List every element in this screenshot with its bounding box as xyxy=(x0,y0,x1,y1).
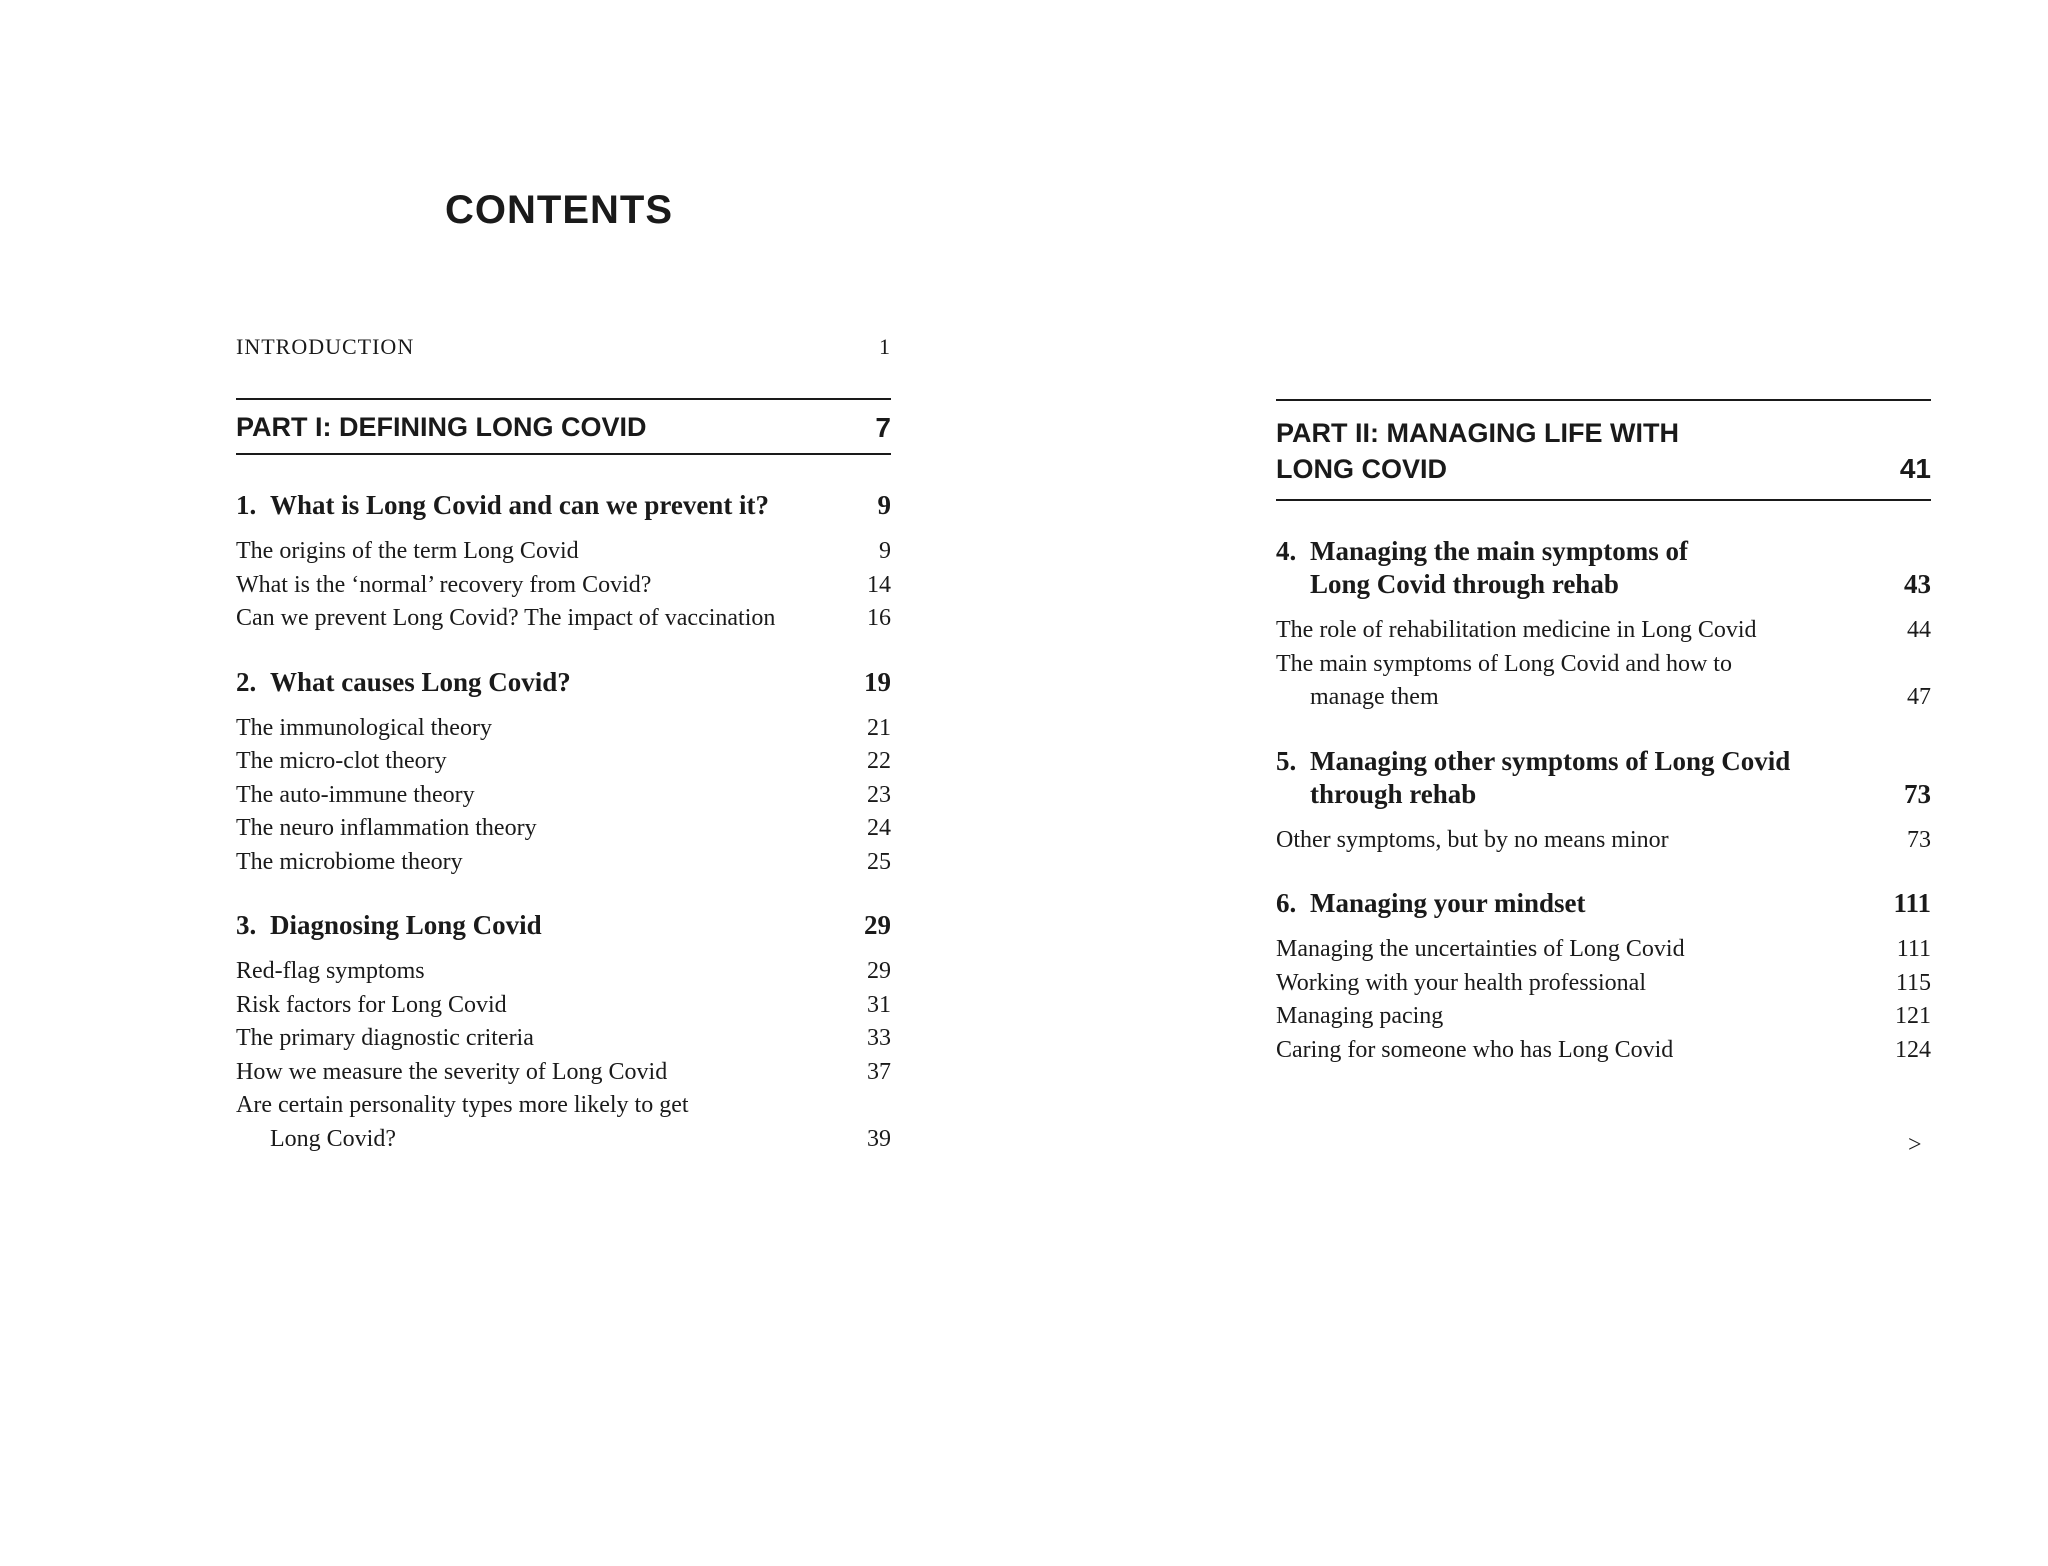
chapter-page: 9 xyxy=(877,490,891,520)
chapter-1-entries xyxy=(236,535,891,636)
toc-entry[interactable] xyxy=(236,712,891,746)
entry-page: 121 xyxy=(1895,1003,1931,1029)
toc-entry[interactable] xyxy=(1276,1034,1931,1068)
entry-page: 47 xyxy=(1907,684,1931,710)
introduction-label: INTRODUCTION xyxy=(236,334,415,359)
part2-heading[interactable] xyxy=(1276,399,1931,501)
toc-entry[interactable] xyxy=(1276,824,1931,858)
chapter-6-entries xyxy=(1276,933,1931,1067)
part1-heading[interactable] xyxy=(236,398,891,455)
toc-entry[interactable] xyxy=(1276,967,1931,1001)
toc-entry[interactable] xyxy=(236,602,891,636)
entry-title: The neuro inflammation theory xyxy=(236,815,537,841)
entry-title: Risk factors for Long Covid xyxy=(236,991,507,1018)
chapter-1-heading[interactable] xyxy=(236,489,891,522)
toc-entry[interactable] xyxy=(236,1056,891,1090)
entry-title: The microbiome theory xyxy=(236,848,463,875)
chapter-title: What is Long Covid and can we prevent it? xyxy=(270,490,770,520)
chapter-title-line1: Managing the main symptoms of xyxy=(1310,536,1689,566)
entry-title: Managing the uncertainties of Long Covid xyxy=(1276,936,1685,962)
chapter-4-heading[interactable] xyxy=(1276,535,1931,601)
entry-title: Managing pacing xyxy=(1276,1003,1444,1029)
entry-title: Working with your health professional xyxy=(1276,969,1646,996)
entry-title: The role of rehabilitation medicine in Long Covid xyxy=(1276,617,1757,643)
toc-introduction[interactable] xyxy=(236,334,891,360)
entry-title: Caring for someone who has Long Covid xyxy=(1276,1036,1674,1063)
chapter-5-entries xyxy=(1276,824,1931,858)
next-page-arrow-icon[interactable]: > xyxy=(1908,1132,1922,1158)
chapter-title: Diagnosing Long Covid xyxy=(270,910,542,940)
chapter-2-heading[interactable] xyxy=(236,666,891,699)
entry-title: Other symptoms, but by no means minor xyxy=(1276,826,1669,853)
entry-page: 111 xyxy=(1896,936,1931,962)
entry-title: Can we prevent Long Covid? The impact of vaccination xyxy=(236,605,776,631)
part2-column xyxy=(1276,399,1931,1067)
chapter-page: 73 xyxy=(1904,778,1931,809)
toc-entry[interactable] xyxy=(236,569,891,603)
toc-entry[interactable] xyxy=(236,812,891,846)
page-title: CONTENTS xyxy=(445,188,673,232)
introduction-page: 1 xyxy=(879,334,891,359)
part1-column xyxy=(236,398,891,1156)
entry-page: 25 xyxy=(867,848,891,875)
toc-entry[interactable] xyxy=(1276,933,1931,967)
entry-page: 39 xyxy=(867,1125,891,1152)
toc-entry[interactable] xyxy=(236,846,891,880)
chapter-title-line2: through rehab xyxy=(1310,778,1477,809)
entry-title: The auto-immune theory xyxy=(236,781,475,808)
entry-title-line1: The main symptoms of Long Covid and how to xyxy=(1276,650,1732,677)
part2-title-line1: PART II: MANAGING LIFE WITH xyxy=(1276,418,1679,448)
part1-page: 7 xyxy=(875,412,891,443)
chapter-number: 6. xyxy=(1276,888,1297,918)
toc-entry[interactable] xyxy=(236,745,891,779)
entry-page: 37 xyxy=(867,1058,891,1085)
part2-page: 41 xyxy=(1899,453,1931,484)
chapter-title: What causes Long Covid? xyxy=(270,666,571,697)
entry-title: The origins of the term Long Covid xyxy=(236,538,579,564)
entry-page: 21 xyxy=(867,714,891,741)
entry-title: The primary diagnostic criteria xyxy=(236,1025,534,1051)
toc-entry[interactable] xyxy=(236,1089,891,1156)
toc-entry[interactable] xyxy=(1276,648,1931,715)
entry-page: 14 xyxy=(867,571,891,598)
entry-title: The micro-clot theory xyxy=(236,748,447,774)
chapter-3-heading[interactable] xyxy=(236,909,891,942)
entry-page: 33 xyxy=(867,1025,891,1051)
entry-page: 31 xyxy=(867,991,891,1018)
entry-title: The immunological theory xyxy=(236,714,492,741)
entry-page: 24 xyxy=(867,815,891,841)
chapter-number: 3. xyxy=(236,910,257,940)
entry-page: 16 xyxy=(867,605,891,631)
chapter-number: 2. xyxy=(236,666,257,697)
chapter-page: 111 xyxy=(1893,888,1931,918)
part2-title-line2: LONG COVID xyxy=(1276,454,1448,484)
entry-title-line1: Are certain personality types more likely to get xyxy=(236,1092,689,1118)
chapter-number: 1. xyxy=(236,490,257,520)
entry-page: 124 xyxy=(1895,1036,1931,1063)
entry-title: How we measure the severity of Long Covid xyxy=(236,1058,668,1085)
chapter-page: 19 xyxy=(864,666,891,697)
chapter-page: 43 xyxy=(1904,569,1931,599)
entry-page: 73 xyxy=(1907,826,1931,853)
toc-entry[interactable] xyxy=(236,535,891,569)
entry-title-line2: manage them xyxy=(1310,684,1439,710)
entry-title-line2: Long Covid? xyxy=(270,1125,396,1152)
chapter-5-heading[interactable] xyxy=(1276,745,1931,811)
chapter-number: 4. xyxy=(1276,536,1297,566)
chapter-3-entries xyxy=(236,955,891,1156)
chapter-6-heading[interactable] xyxy=(1276,887,1931,920)
toc-entry[interactable] xyxy=(236,955,891,989)
entry-title: What is the ‘normal’ recovery from Covid? xyxy=(236,571,652,598)
chapter-title: Managing your mindset xyxy=(1310,888,1586,918)
chapter-number: 5. xyxy=(1276,745,1297,776)
entry-page: 115 xyxy=(1895,969,1931,996)
chapter-title-line1: Managing other symptoms of Long Covid xyxy=(1310,745,1791,776)
part1-title: PART I: DEFINING LONG COVID xyxy=(236,412,647,442)
toc-entry[interactable] xyxy=(236,989,891,1023)
entry-page: 23 xyxy=(867,781,891,808)
chapter-4-entries xyxy=(1276,614,1931,715)
chapter-2-entries xyxy=(236,712,891,880)
toc-entry[interactable] xyxy=(1276,1000,1931,1034)
entry-page: 44 xyxy=(1907,617,1931,643)
toc-entry[interactable] xyxy=(236,1022,891,1056)
entry-title: Red-flag symptoms xyxy=(236,958,425,984)
chapter-title-line2: Long Covid through rehab xyxy=(1310,569,1619,599)
entry-page: 9 xyxy=(879,538,891,564)
toc-entry[interactable] xyxy=(1276,614,1931,648)
toc-entry[interactable] xyxy=(236,779,891,813)
chapter-page: 29 xyxy=(864,910,891,940)
entry-page: 22 xyxy=(867,748,891,774)
entry-page: 29 xyxy=(867,958,891,984)
